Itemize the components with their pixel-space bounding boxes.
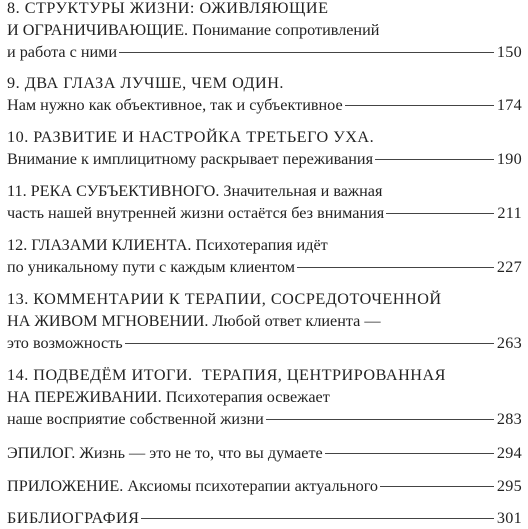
toc-entry-title-line: 14. ПОДВЕДЁМ ИТОГИ. ТЕРАПИЯ, ЦЕНТРИРОВАННАЯ: [7, 366, 446, 384]
toc-entry-title-line: ЭПИЛОГ. Жизнь — это не то, что вы думаете: [7, 444, 323, 462]
dot-leader: [386, 213, 494, 214]
toc-page-number: 150: [496, 43, 522, 61]
dot-leader: [119, 52, 494, 53]
toc-page-number: 190: [496, 150, 522, 168]
toc-page-number: 283: [496, 410, 522, 428]
dot-leader: [297, 267, 494, 268]
toc-entry-title-line: БИБЛИОГРАФИЯ: [7, 509, 140, 527]
toc-entry-title-line: Нам нужно как объективное, так и субъективное: [7, 96, 343, 114]
toc-entry-title-line: И ОГРАНИЧИВАЮЩИЕ. Понимание сопротивлений: [7, 21, 380, 39]
dot-leader: [325, 453, 494, 454]
toc-entry: [7, 475, 522, 497]
toc-entry: [7, 507, 522, 529]
toc-entry-title-line: ПРИЛОЖЕНИЕ. Аксиомы психотерапии актуального: [7, 477, 379, 495]
toc-entry: [7, 72, 522, 116]
toc-entry: [7, 442, 522, 464]
toc-entry-title-line: это возможность: [7, 334, 123, 352]
dot-leader: [141, 518, 493, 519]
toc-page-number: 295: [496, 477, 522, 495]
toc-entry-title-line: 12. ГЛАЗАМИ КЛИЕНТА. Психотерапия идёт: [7, 236, 328, 254]
toc-entry: [7, 180, 522, 224]
toc-page-number: 174: [496, 96, 522, 114]
toc-entry-title-line: часть нашей внутренней жизни остаётся без внимания: [7, 204, 385, 222]
toc-entry-title-line: НА ПЕРЕЖИВАНИИ. Психотерапия освежает: [7, 388, 330, 406]
toc-entry-title-line: наше восприятие собственной жизни: [7, 410, 264, 428]
toc-page-number: 211: [497, 204, 522, 222]
toc-entry-title-line: 11. РЕКА СУБЪЕКТИВНОГО. Значительная и важная: [7, 182, 383, 200]
toc-entry-title-line: Внимание к имплицитному раскрывает переживания: [7, 150, 374, 168]
dot-leader: [375, 159, 494, 160]
toc-entry-title-line: 13. КОММЕНТАРИИ К ТЕРАПИИ, СОСРЕДОТОЧЕННОЙ: [7, 290, 442, 308]
dot-leader: [266, 419, 494, 420]
dot-leader: [380, 486, 494, 487]
toc-page-number: 227: [496, 258, 522, 276]
toc-entry: [7, 234, 522, 278]
toc-entry-title-line: НА ЖИВОМ МГНОВЕНИИ. Любой ответ клиента —: [7, 312, 381, 330]
toc-entry: [7, 0, 522, 63]
toc-page-number: 263: [496, 334, 522, 352]
toc-page-number: 294: [496, 444, 522, 462]
toc-entry-title-line: и работа с ними: [7, 43, 118, 61]
toc-entry-title-line: 10. РАЗВИТИЕ И НАСТРОЙКА ТРЕТЬЕГО УХА.: [7, 128, 375, 146]
toc-entry-title-line: 8. СТРУКТУРЫ ЖИЗНИ: ОЖИВЛЯЮЩИЕ: [7, 0, 329, 17]
toc-entry-title-line: 9. ДВА ГЛАЗА ЛУЧШЕ, ЧЕМ ОДИН.: [7, 74, 284, 92]
dot-leader: [345, 105, 494, 106]
toc-entry: [7, 288, 522, 354]
dot-leader: [125, 343, 494, 344]
toc-entry-title-line: по уникальному пути с каждым клиентом: [7, 258, 295, 276]
toc-entry: [7, 364, 522, 430]
toc-entry: [7, 126, 522, 170]
toc-page-number: 301: [496, 509, 522, 527]
